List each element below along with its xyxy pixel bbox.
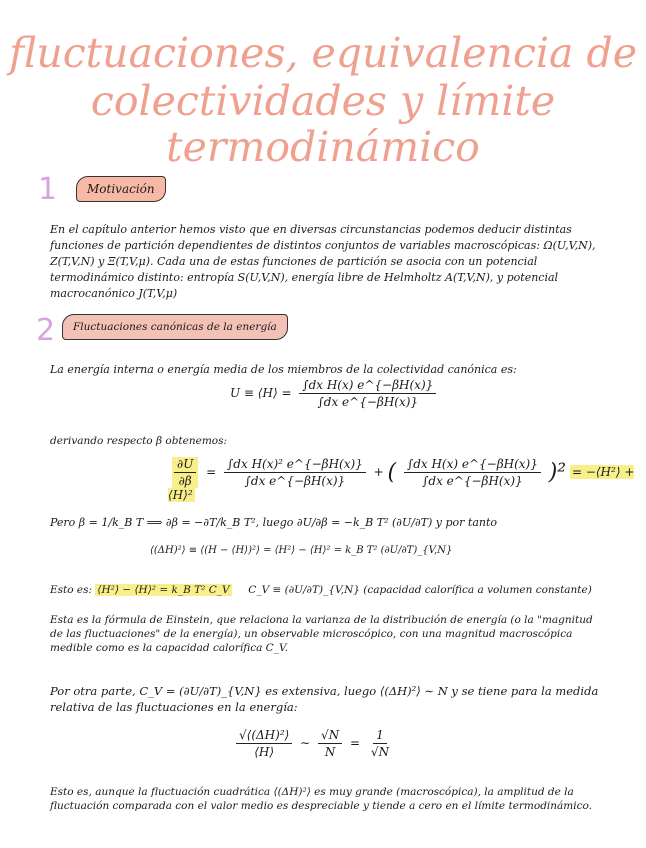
eq2-lhs-num: ∂U (174, 457, 196, 473)
deriving-text: derivando respecto β obtenemos: (50, 435, 228, 447)
eq4-rhs-den: √N (370, 745, 390, 759)
section-2-heading: Fluctuaciones canónicas de la energía (62, 314, 288, 340)
eq2-b-num: ∫dx H(x) e^{−βH(x)} (404, 457, 541, 473)
equation-relative-fluctuation: $\frac{\text{√⟨(ΔH)²⟩}}{⟨H⟩}$ ∼ $\frac{√N}{N}$ = $\frac{1}{√N}$ (232, 728, 396, 759)
eq2-term-a (224, 457, 366, 488)
title-line-1: fluctuaciones, equivalencia de (8, 29, 638, 77)
eq4-lhs (236, 728, 292, 759)
pero-text: Pero β = 1/k_B T ⟹ ∂β = −∂T/k_B T², luego ∂U/∂β = −k_B T² (∂U/∂T) y por tanto (50, 516, 498, 529)
eq1-denominator: ∫dx e^{−βH(x)} (317, 395, 419, 409)
cv-definition: C_V ≡ (∂U/∂T)_{V,N} (248, 584, 360, 596)
section-2-intro: La energía interna o energía media de los miembros de la colectividad canónica es: (50, 363, 517, 376)
cv-note: (capacidad calorífica a volumen constante) (363, 584, 592, 596)
title-line-3: termodinámico (166, 123, 480, 171)
section-2-number: 2 (36, 313, 56, 348)
eq4-rhs (368, 728, 392, 759)
eq2-lhs-den: ∂β (178, 474, 192, 488)
eq2-lhs-fraction (172, 457, 198, 488)
eq4-mid (318, 728, 342, 759)
esto-es-line (50, 582, 600, 598)
section-1-number: 1 (38, 172, 58, 207)
eq4-mid-den: N (324, 745, 336, 759)
equation-variance: ⟨(ΔH)²⟩ ≡ ⟨(H − ⟨H⟩)²⟩ = ⟨H²⟩ − ⟨H⟩² = k_B T² (∂U/∂T)_{V,N} (150, 545, 453, 556)
conclusion-paragraph: Esto es, aunque la fluctuación cuadrática ⟨(ΔH)²⟩ es muy grande (macroscópica), la amplitud de la fluctuación comparada con el valor medio es despreciable y tiende a cero en el límite termodinámico. (50, 786, 592, 812)
eq4-den: ⟨H⟩ (254, 745, 275, 759)
eq2-a-num: ∫dx H(x)² e^{−βH(x)} (224, 457, 366, 473)
otra-parte-paragraph: Por otra parte, C_V = (∂U/∂T)_{V,N} es extensiva, luego ⟨(ΔH)²⟩ ∼ N y se tiene para la medida relativa de las fluctuaciones en la energía: (50, 684, 599, 714)
eq4-mid-num: √N (318, 728, 342, 744)
esto-es-label: Esto es: (50, 584, 93, 596)
equation-derivative: $\frac{\partial U}{\partial\beta}$ = $\frac{\text{∫dx H(x)² e\textasciicircum{}\{−βH(x)\}}}{\text{∫dx e\textasciicircum{}\{−βH(x)\}}}$ + ( $\frac{\text{∫dx H(x) e\textasciicircum{}\{−βH(x)\}}}{\text{∫dx e\textasciicircum{}\{−βH(x)\}}}$ )² = −⟨H²⟩ + ⟨H⟩² (168, 457, 635, 502)
eq4-rhs-num: 1 (373, 728, 387, 744)
einstein-formula: ⟨H²⟩ − ⟨H⟩² = k_B T² C_V (97, 584, 230, 596)
section-1-paragraph: En el capítulo anterior hemos visto que en diversas circunstancias podemos deducir distintas funciones de partición dependientes de distintos conjuntos de variables macroscópicas: Ω(U,V,N), Z(T,V,N) y Ξ(T,V,μ). Cada una de estas funciones de partición se asocia con un potencial termodinámico distinto: entropía S(U,V,N), energía libre de Helmholtz A(T,V,N), y potencial macrocanónico J(T,V,μ) (50, 223, 596, 300)
title-line-2: colectividades y límite (90, 77, 556, 125)
eq1-lhs: U ≡ ⟨H⟩ = (230, 386, 292, 400)
eq2-rhs: = −⟨H²⟩ + ⟨H⟩² (168, 465, 635, 502)
eq1-numerator: ∫dx H(x) e^{−βH(x)} (299, 378, 436, 394)
section-1-heading: Motivación (76, 176, 166, 202)
equation-internal-energy (230, 378, 440, 409)
eq2-a-den: ∫dx e^{−βH(x)} (244, 474, 346, 488)
einstein-paragraph: Esta es la fórmula de Einstein, que relaciona la varianza de la distribución de energía (o la "magnitud de las fluctuaciones" de la energía), un observable microscópico, con una magnitud macroscópica medible como es la capacidad calorífica C_V. (50, 614, 593, 654)
eq4-num: √⟨(ΔH)²⟩ (236, 728, 292, 744)
eq2-term-b (404, 457, 541, 488)
eq1-fraction (299, 378, 436, 409)
eq2-b-den: ∫dx e^{−βH(x)} (422, 474, 523, 488)
